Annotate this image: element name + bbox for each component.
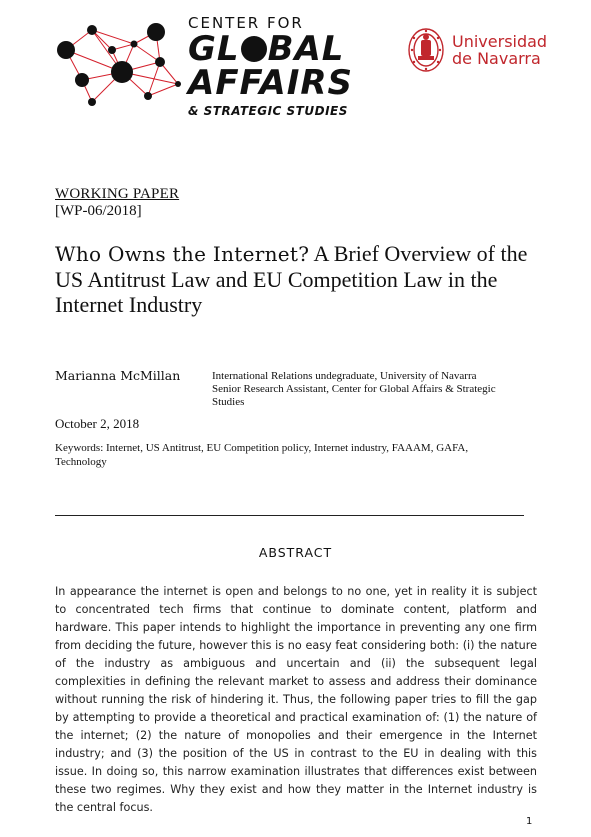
paper-title-question: Who Owns the Internet? (55, 242, 310, 266)
affiliation-line-1: International Relations undegraduate, University of Navarra (212, 370, 477, 382)
section-divider (55, 515, 524, 516)
university-seal-icon (406, 24, 446, 74)
paper-title (55, 241, 535, 317)
university-name (452, 33, 547, 67)
affiliation-line-2: Senior Research Assistant, Center for Global Affairs & Strategic Studies (212, 383, 496, 408)
center-for-label: CENTER FOR (188, 14, 304, 32)
page-number: 1 (526, 816, 533, 827)
author-name: Marianna McMillan (55, 368, 181, 383)
strategic-studies-label: & STRATEGIC STUDIES (188, 104, 348, 118)
paper-title-rest: A Brief Overview of the US Antitrust Law and EU Competition Law in the Internet Industry (55, 241, 528, 317)
center-logo-text (188, 14, 353, 120)
publication-date: October 2, 2018 (55, 416, 140, 431)
network-logo-icon (52, 16, 184, 112)
affairs-wordmark: AFFAIRS (188, 63, 354, 103)
university-name-line-1: Universidad (452, 32, 548, 51)
university-name-line-2: de Navarra (452, 49, 541, 68)
global-wordmark (188, 29, 353, 69)
global-suffix: BAL (267, 29, 345, 69)
abstract-text: In appearance the internet is open and belongs to no one, yet in reality it is subject to concentrated tech firms that continue to dominate content, platform and hardware. This paper intends to highlight the importance in preventing any one firm from deciding the future, however this is no easy feat considering both: (i) the nature of the industry as ambiguous and uncertain and (ii) the subsequent legal complexities in defining the relevant market to assess and address their dominance without running the risk of hindering it. Thus, the following paper tries to fill the gap by attempting to provide a theoretical and practical examination of: (1) the nature of the internet; (2) the nature of monopolies and their emergence in the Internet industry; and (3) the position of the US in contrast to the EU in dealing with this issue. In doing so, this narrow examination illustrates that differences exist between these two regimes. Why they exist and how they matter in the Internet industry is the central focus. (55, 585, 537, 814)
page-header (0, 0, 591, 140)
working-paper-code: [WP-06/2018] (55, 203, 142, 219)
working-paper-label: WORKING PAPER (55, 186, 180, 202)
global-prefix: GL (188, 29, 240, 69)
keywords: Keywords: Internet, US Antitrust, EU Competition policy, Internet industry, FAAAM, GAFA, Technology (55, 442, 469, 468)
globe-dot-icon (241, 36, 267, 62)
author-affiliation (212, 370, 502, 409)
abstract-heading: ABSTRACT (258, 545, 333, 560)
